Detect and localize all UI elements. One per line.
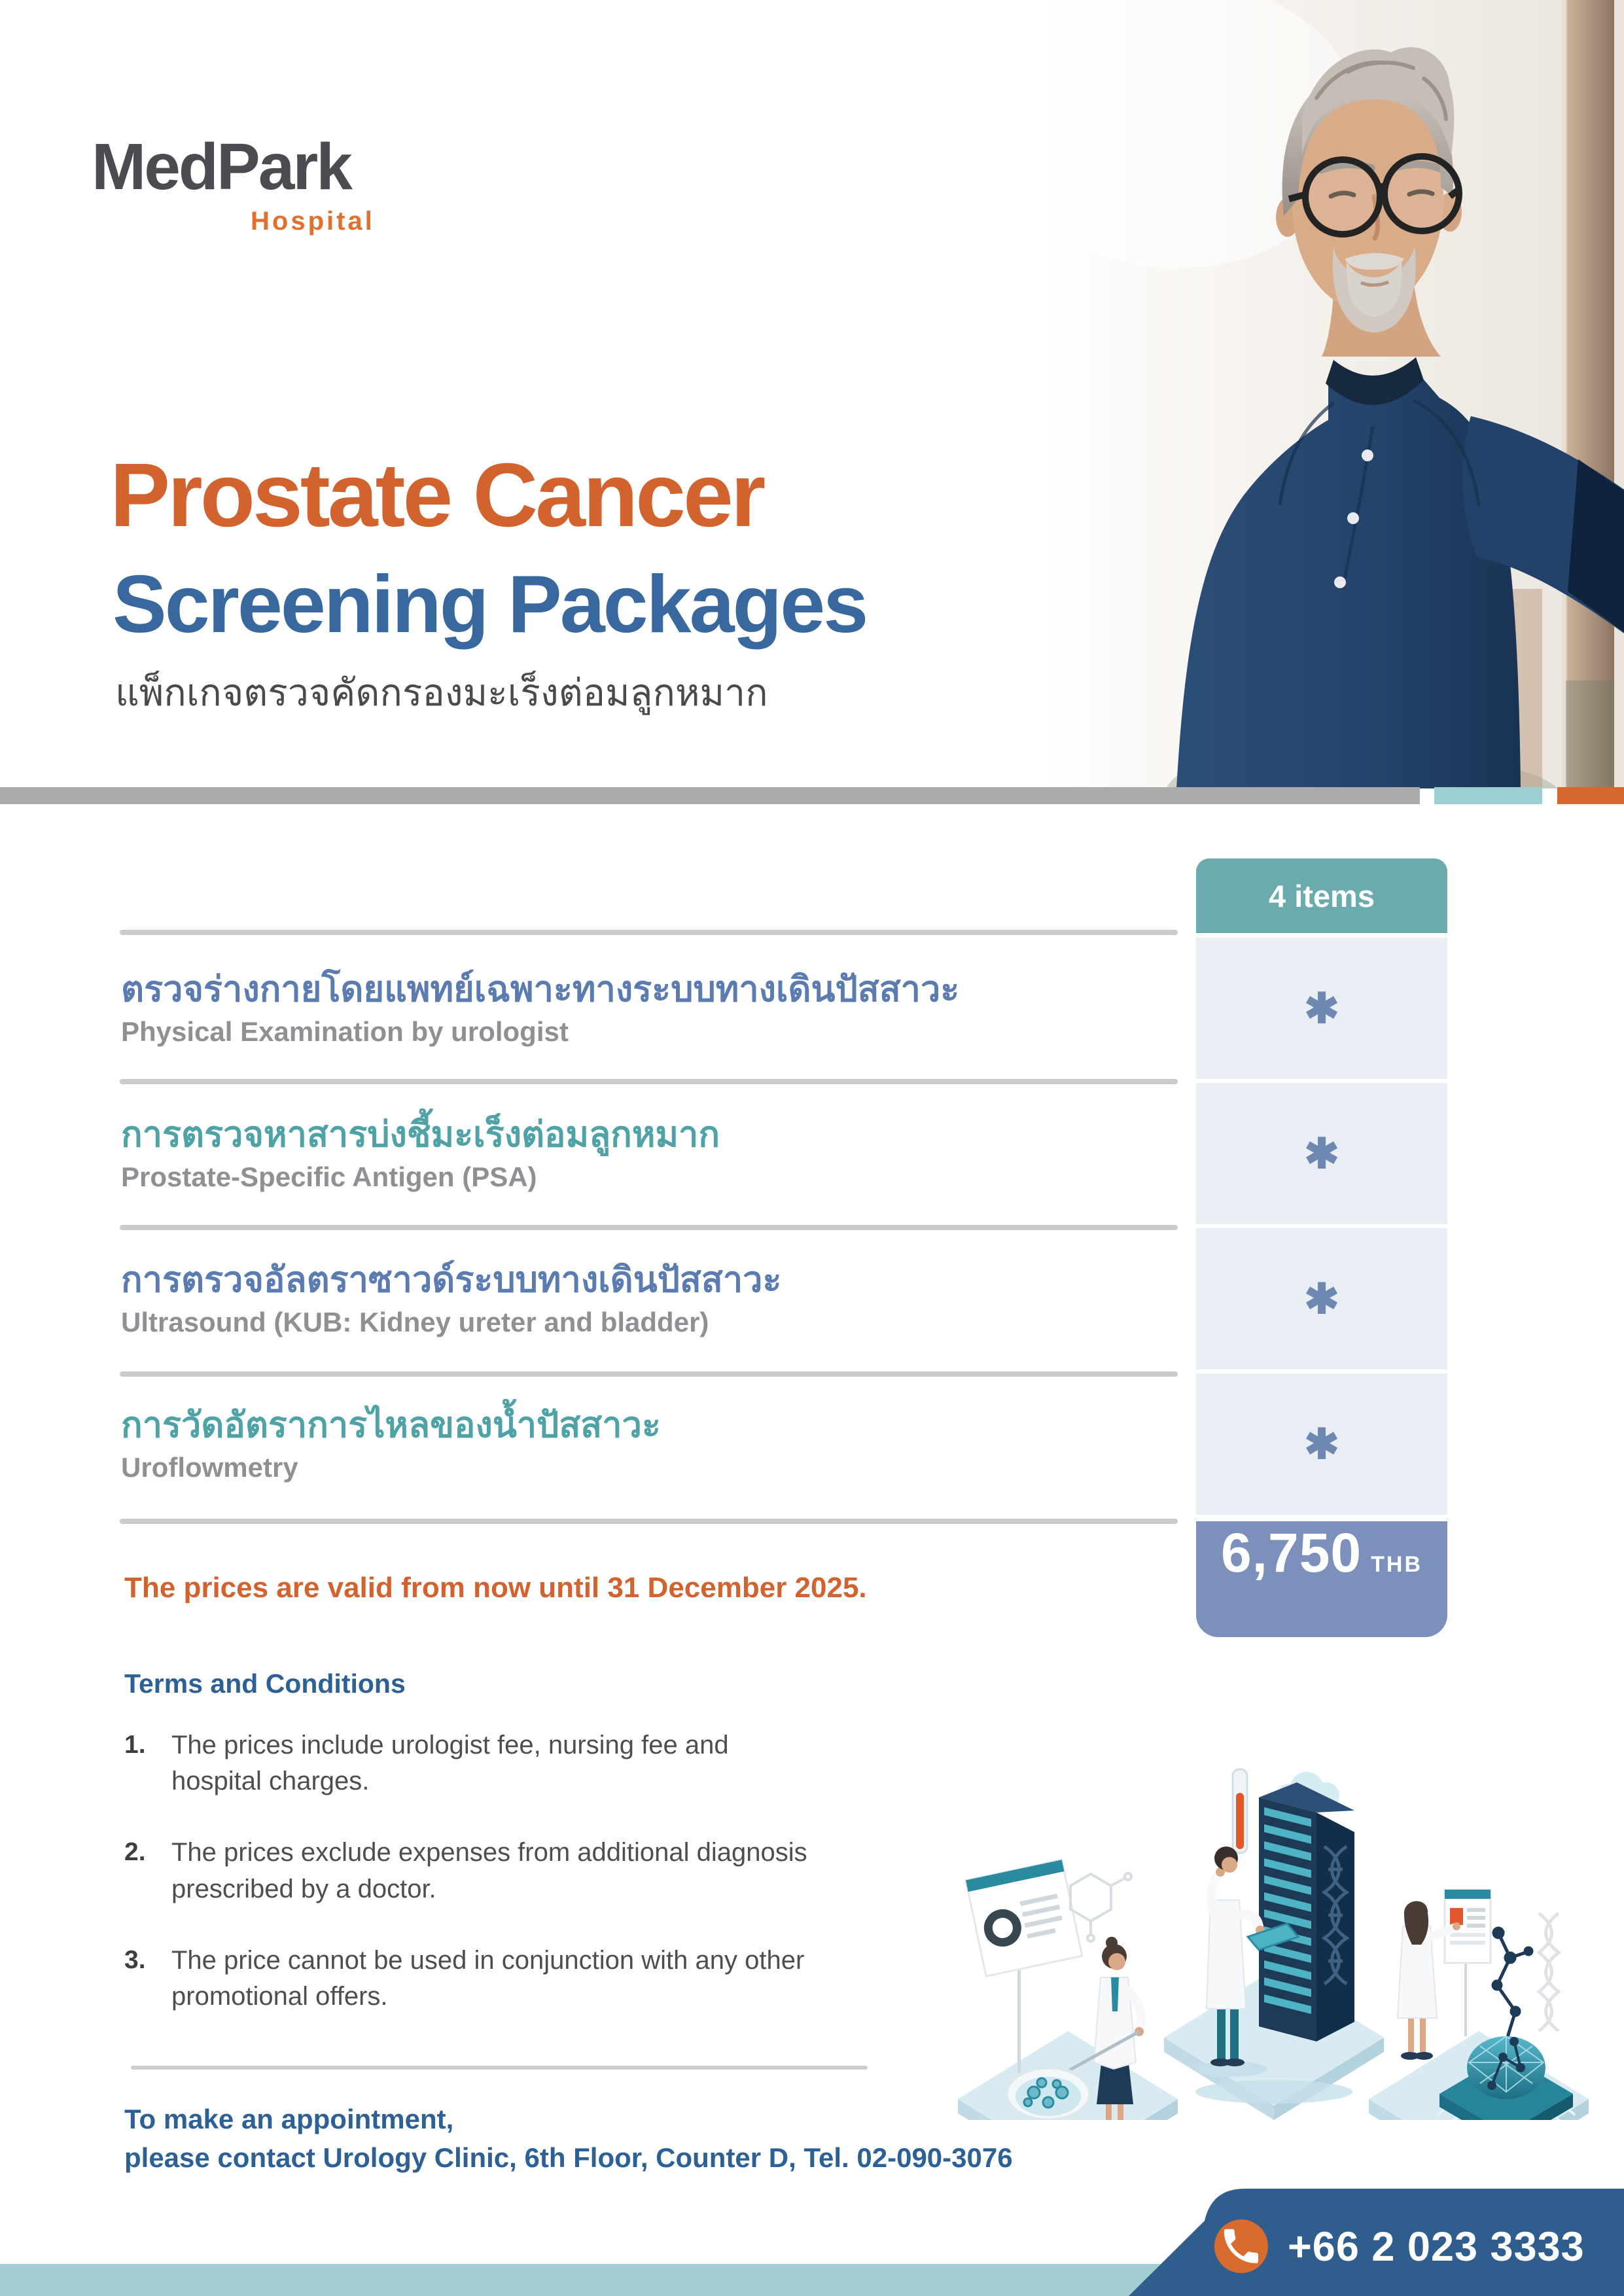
included-cell — [1196, 1228, 1447, 1369]
page-subtitle-thai: แพ็กเกจตรวจคัดกรองมะเร็งต่อมลูกหมาก — [115, 672, 768, 714]
term-item — [124, 1943, 844, 2015]
service-row-psa — [121, 1083, 1142, 1224]
service-name-thai: การวัดอัตราการไหลของน้ำปัสสาวะ — [121, 1405, 661, 1445]
price-box — [1196, 1521, 1447, 1637]
asterisk-icon: ✱ — [1304, 1130, 1339, 1177]
price-currency: THB — [1371, 1552, 1423, 1577]
term-item — [124, 1835, 844, 1907]
term-number: 2. — [124, 1838, 146, 1867]
separator-bar-gray — [0, 787, 1420, 804]
package-column-header: 4 items — [1196, 858, 1447, 933]
term-number: 3. — [124, 1945, 146, 1974]
service-name-thai: การตรวจอัลตราซาวด์ระบบทางเดินปัสสาวะ — [121, 1260, 782, 1299]
footer-divider — [131, 2066, 868, 2070]
asterisk-icon: ✱ — [1304, 985, 1339, 1032]
term-text: The prices include urologist fee, nursing fee and hospital charges. — [171, 1731, 729, 1796]
row-divider — [120, 930, 1178, 935]
terms-list — [124, 1727, 844, 2050]
page-title-line1: Prostate Cancer — [110, 445, 764, 546]
service-name-thai: การตรวจหาสารบ่งชี้มะเร็งต่อมลูกหมาก — [121, 1114, 720, 1154]
term-text: The prices exclude expenses from additional diagnosis prescribed by a doctor. — [171, 1838, 807, 1903]
molecule-panel-icon — [1445, 1890, 1559, 2045]
door-frame — [1566, 0, 1614, 788]
appointment-info — [124, 2100, 1013, 2178]
separator-bar-teal — [1434, 787, 1542, 804]
separator-bar-orange — [1557, 787, 1624, 804]
included-cell — [1196, 1373, 1447, 1515]
term-item — [124, 1727, 844, 1799]
terms-heading: Terms and Conditions — [124, 1669, 406, 1699]
page-title-line2: Screening Packages — [113, 559, 867, 650]
service-name-english: Prostate-Specific Antigen (PSA) — [121, 1161, 537, 1192]
doctor-photo — [1021, 0, 1624, 788]
term-number: 1. — [124, 1731, 146, 1759]
phone-icon-circle — [1214, 2219, 1268, 2273]
service-row-uroflowmetry — [121, 1373, 1142, 1515]
lab-illustration — [950, 1761, 1624, 2120]
term-text: The price cannot be used in conjunction with any other promotional offers. — [171, 1945, 805, 2011]
service-name-english: Physical Examination by urologist — [121, 1016, 569, 1047]
medpark-logo: MedPark — [92, 130, 351, 203]
row-divider — [120, 1519, 1178, 1524]
price-validity-note: The prices are valid from now until 31 December 2025. — [124, 1572, 867, 1604]
service-row-ultrasound — [121, 1228, 1142, 1369]
service-name-english: Uroflowmetry — [121, 1451, 298, 1483]
asterisk-icon: ✱ — [1304, 1275, 1339, 1322]
doctor-photo-illustration — [1021, 0, 1624, 788]
appointment-line1: To make an appointment, — [124, 2104, 454, 2134]
service-name-thai: ตรวจร่างกายโดยแพทย์เฉพาะทางระบบทางเดินปัสสาวะ — [121, 969, 960, 1009]
footer-phone-number: +66 2 023 3333 — [1288, 2224, 1585, 2270]
price-amount: 6,750 — [1220, 1522, 1362, 1583]
included-cell — [1196, 1083, 1447, 1224]
medpark-logo-subtitle: Hospital — [251, 207, 375, 236]
service-name-english: Ultrasound (KUB: Kidney ureter and bladder) — [121, 1306, 709, 1337]
appointment-line2: please contact Urology Clinic, 6th Floor, Counter D, Tel. 02-090-3076 — [124, 2142, 1013, 2173]
service-row-physical-exam — [121, 938, 1142, 1079]
petri-dish-icon — [1006, 2068, 1090, 2120]
asterisk-icon: ✱ — [1304, 1421, 1339, 1468]
included-cell — [1196, 938, 1447, 1079]
